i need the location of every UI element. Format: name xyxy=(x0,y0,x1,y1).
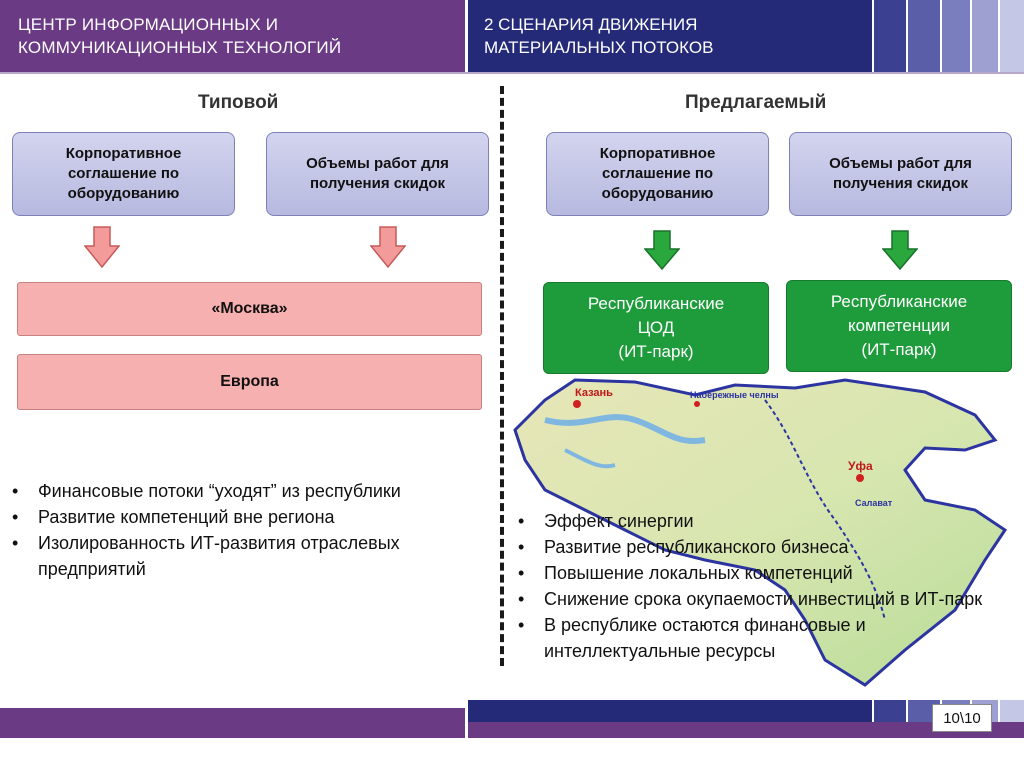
proposed-work-volume-box xyxy=(789,132,1012,216)
moscow-target-box: «Москва» xyxy=(17,282,482,336)
slide-title-line2: МАТЕРИАЛЬНЫХ ПОТОКОВ xyxy=(484,38,714,57)
box-text-line: соглашение по xyxy=(601,165,714,182)
header-decor-blocks xyxy=(872,0,1024,72)
box-text-line: (ИТ-парк) xyxy=(618,342,694,361)
kazan-marker-icon xyxy=(573,400,581,408)
box-text-line: оборудованию xyxy=(601,185,714,202)
decor-block xyxy=(906,0,940,72)
box-text-line: ЦОД xyxy=(637,318,675,337)
list-item: • Повышение локальных компетенций xyxy=(514,560,1010,586)
slide-title-line1: 2 СЦЕНАРИЯ ДВИЖЕНИЯ xyxy=(484,15,698,34)
europe-target-box: Европа xyxy=(17,354,482,410)
column-divider xyxy=(500,86,504,666)
box-text-line: (ИТ-парк) xyxy=(861,340,937,359)
decor-block xyxy=(998,700,1024,722)
republican-data-center-box xyxy=(543,282,769,374)
box-text-line: Объемы работ для xyxy=(829,155,972,172)
typical-bullet-list xyxy=(8,478,428,582)
city-label-salavat: Салават xyxy=(855,498,893,508)
city-label-ufa: Уфа xyxy=(848,459,873,473)
decor-block xyxy=(872,700,906,722)
footer-left-bar xyxy=(0,708,465,738)
proposed-corporate-agreement-box xyxy=(546,132,769,216)
organization-title-line1: ЦЕНТР ИНФОРМАЦИОННЫХ И xyxy=(18,15,279,34)
box-text-line: Корпоративное xyxy=(65,145,182,162)
box-text-line: Корпоративное xyxy=(599,145,716,162)
header-separator xyxy=(0,72,1024,74)
ufa-marker-icon xyxy=(856,474,864,482)
list-item: • Развитие республиканского бизнеса xyxy=(514,534,1010,560)
box-text-line: Республиканские xyxy=(830,292,968,311)
list-item: • Финансовые потоки “уходят” из республики xyxy=(8,478,428,504)
box-text-line: оборудованию xyxy=(67,185,180,202)
list-item: • Снижение срока окупаемости инвестиций в ИТ-парк xyxy=(514,586,1010,612)
red-down-arrow-icon xyxy=(370,226,406,268)
city-label-kazan: Казань xyxy=(575,387,613,399)
list-item: • Эффект синергии xyxy=(514,508,1010,534)
slide-title xyxy=(484,13,713,59)
typical-work-volume-box xyxy=(266,132,489,216)
naberezhnye-chelny-marker-icon xyxy=(694,401,700,407)
decor-block xyxy=(940,0,970,72)
list-item: • Развитие компетенций вне региона xyxy=(8,504,428,530)
decor-block xyxy=(998,0,1024,72)
green-down-arrow-icon xyxy=(644,230,680,270)
organization-title xyxy=(18,13,341,59)
box-text-line: Республиканские xyxy=(587,294,725,313)
red-down-arrow-icon xyxy=(84,226,120,268)
typical-corporate-agreement-box xyxy=(12,132,235,216)
decor-block xyxy=(872,0,906,72)
organization-title-line2: КОММУНИКАЦИОННЫХ ТЕХНОЛОГИЙ xyxy=(18,38,342,57)
list-item: • Изолированность ИТ-развития отраслевых предприятий xyxy=(8,530,428,582)
box-text-line: соглашение по xyxy=(67,165,180,182)
box-text-line: компетенции xyxy=(847,316,951,335)
list-item: • В республике остаются финансовые и интеллектуальные ресурсы xyxy=(514,612,1010,664)
decor-block xyxy=(970,0,998,72)
box-text-line: Объемы работ для xyxy=(306,155,449,172)
typical-column-title: Типовой xyxy=(198,92,279,113)
proposed-bullet-list xyxy=(514,508,1010,664)
proposed-column-title: Предлагаемый xyxy=(685,92,827,113)
green-down-arrow-icon xyxy=(882,230,918,270)
page-number: 10\10 xyxy=(932,704,992,732)
box-text-line: получения скидок xyxy=(309,175,446,192)
footer-right-bar xyxy=(468,700,872,722)
city-label-naberezhnye-chelny: Набережные челны xyxy=(690,390,779,400)
republican-competence-box xyxy=(786,280,1012,372)
header-left-panel xyxy=(0,0,465,72)
header-right-panel xyxy=(468,0,872,72)
box-text-line: получения скидок xyxy=(832,175,969,192)
